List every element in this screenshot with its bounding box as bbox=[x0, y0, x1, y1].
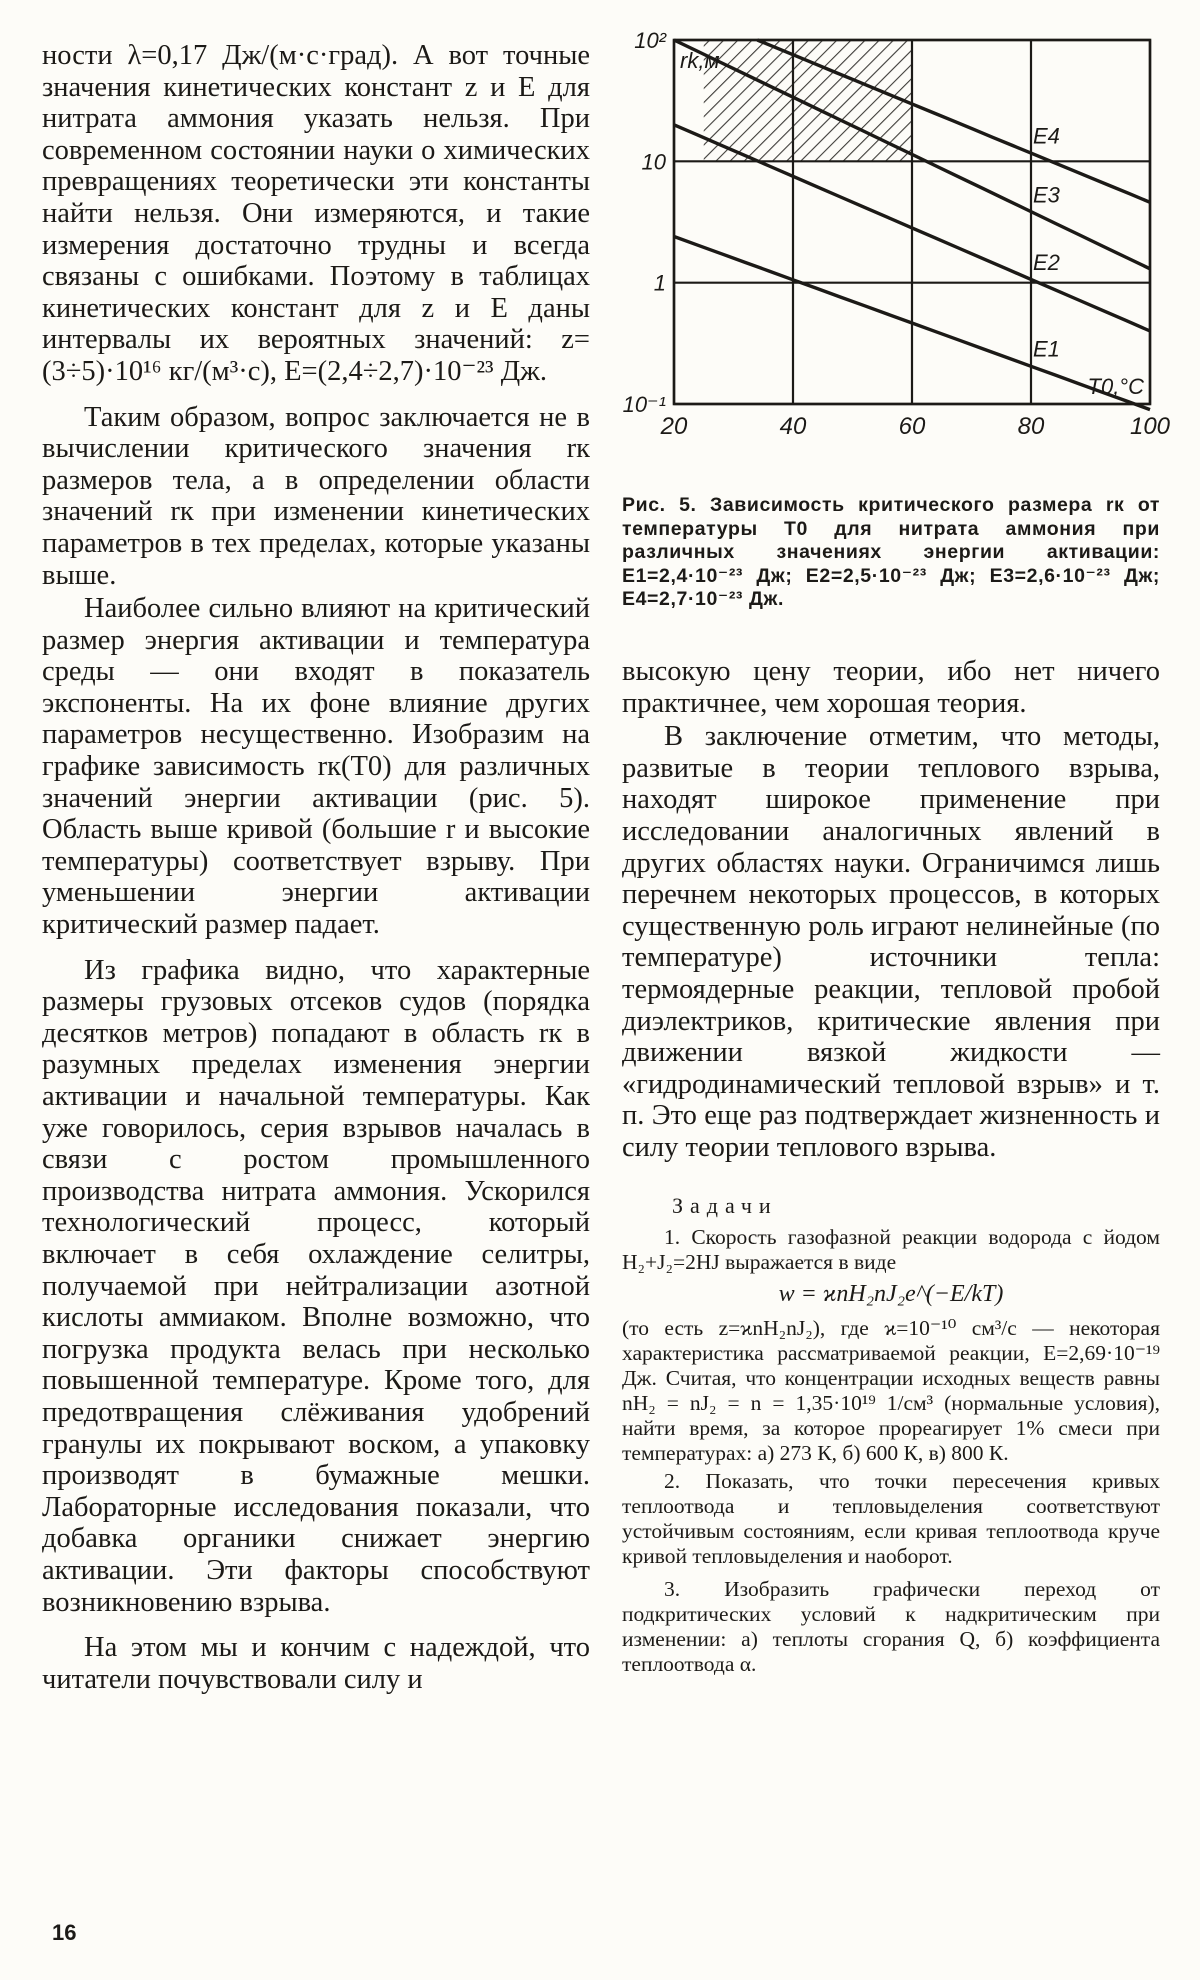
hatched-region bbox=[704, 40, 912, 161]
x-tick-label: 60 bbox=[898, 413, 926, 440]
problem-1-text: (то есть z=ϰnH₂nJ₂), где ϰ=10⁻¹⁰ см³/с — некоторая характеристика рассматриваемой реакции, E=2,69·10⁻¹⁹ Дж. Считая, что концентрации исходных веществ равны nH₂ = nJ₂ = n = 1,35·10¹⁹ 1/см³ (нормальные условия), найти время, за которое прореагирует 1% смеси при температурах: а) 273 К, б) 600 К, в) 800 К. bbox=[622, 1316, 1160, 1466]
series-label-E1: E1 bbox=[1032, 336, 1060, 362]
x-tick-label: 100 bbox=[1129, 413, 1171, 440]
page-number: 16 bbox=[52, 1920, 77, 1945]
problems-section bbox=[622, 1193, 1160, 1677]
problem-2: 2. Показать, что точки пересечения кривых теплоотвода и тепловыделения соответствуют устойчивым состояниям, если кривая теплоотвода круче кривой тепловыделения и наоборот. bbox=[622, 1469, 1160, 1569]
y-tick-label: 1 bbox=[653, 270, 666, 296]
paragraph: Таким образом, вопрос заключается не в вычислении критического значения rк размеров тела, а в определении области значений rк при изменении кинетических параметров в тех пределах, которые указаны выше. bbox=[42, 401, 590, 591]
y-tick-label: 10⁻¹ bbox=[622, 392, 666, 417]
figure-5 bbox=[622, 28, 1171, 448]
series-label-E3: E3 bbox=[1032, 182, 1060, 208]
problem-3: 3. Изобразить графически переход от подкритических условий к надкритическим при изменении: а) теплоты сгорания Q, б) коэффициента теплоотвода α. bbox=[622, 1577, 1160, 1677]
paragraph: На этом мы и кончим с надеждой, что читатели почувствовали силу и bbox=[42, 1632, 590, 1695]
y-tick-label: 10 bbox=[641, 149, 666, 175]
series-label-E2: E2 bbox=[1032, 249, 1060, 275]
right-column bbox=[622, 28, 1171, 1677]
x-tick-label: 40 bbox=[779, 413, 807, 440]
paragraph: Наиболее сильно влияют на критический размер энергия активации и температура среды — они входят в показатель экспоненты. На их фоне влияние других параметров несущественно. Изобразим на графике зависимость rк(T0) для различных значений энергии активации (рис. 5). Область выше кривой (большие r и высокие температуры) соответствует взрыву. При уменьшении энергии активации критический размер падает. bbox=[42, 593, 590, 941]
figure-caption: Рис. 5. Зависимость критического размера rк от температуры T0 для нитрата аммония при различных значениях энергии активации: E1=2,4·10⁻²³ Дж; E2=2,5·10⁻²³ Дж; E3=2,6·10⁻²³ Дж; E4=2,7·10⁻²³ Дж. bbox=[622, 494, 1160, 611]
problem-1-intro: 1. Скорость газофазной реакции водорода с йодом H₂+J₂=2HJ выражается в виде bbox=[622, 1225, 1160, 1275]
paragraph: В заключение отметим, что методы, развитые в теории теплового взрыва, находят широкое применение при исследовании аналогичных явлений в других областях науки. Ограничимся лишь перечнем некоторых процессов, в которых существенную роль играют нелинейные (по температуре) источники тепла: термоядерные реакции, тепловой пробой диэлектриков, критические явления при движении вязкой жидкости — «гидродинамический тепловой взрыв» и т. п. Это еще раз подтверждает жизненность и силу теории теплового взрыва. bbox=[622, 721, 1160, 1163]
series-label-E4: E4 bbox=[1032, 123, 1060, 149]
chart bbox=[622, 28, 1171, 448]
paragraph: ности λ=0,17 Дж/(м·с·град). А вот точные значения кинетических констант z и E для нитрата аммония указать нельзя. При современном состоянии науки о химических превращениях теоретически эти константы найти нельзя. Они измеряются, и такие измерения достаточно трудны и всегда связаны с ошибками. Поэтому в таблицах кинетических констант для z и E даны интервалы их вероятных значений: z=(3÷5)·10¹⁶ кг/(м³·с), E=(2,4÷2,7)·10⁻²³ Дж. bbox=[42, 40, 590, 387]
x-axis-label: T0,°C bbox=[1087, 374, 1144, 399]
y-tick-label: 10² bbox=[634, 28, 666, 53]
problems-heading: Задачи bbox=[672, 1193, 778, 1219]
left-column bbox=[42, 40, 590, 1695]
paragraph: Из графика видно, что характерные размеры грузовых отсеков судов (порядка десятков метров) попадают в область rк в разумных пределах изменения энергии активации и начальной температуры. Как уже говорилось, серия взрывов началась в связи с ростом промышленного производства нитрата аммония. Ускорился технологический процесс, который включает в себя охлаждение селитры, получаемой при нейтрализации азотной кислоты аммиаком. Вполне возможно, что погрузка продукта велась при несколько повышенной температуре. Кроме того, для предотвращения слёживания удобрений гранулы их покрывают воском, а упаковку производят в бумажные мешки. Лабораторные исследования показали, что добавка органики снижает энергию активации. Эти факторы способствуют возникновению взрыва. bbox=[42, 954, 590, 1618]
paragraph: высокую цену теории, ибо нет ничего практичнее, чем хорошая теория. bbox=[622, 655, 1160, 719]
x-tick-label: 20 bbox=[660, 413, 688, 440]
x-tick-label: 80 bbox=[1017, 413, 1045, 440]
problem-1-formula: w = ϰnH₂nJ₂e^(−E/kT) bbox=[778, 1281, 1004, 1308]
y-axis-label: rk,м bbox=[680, 48, 720, 73]
